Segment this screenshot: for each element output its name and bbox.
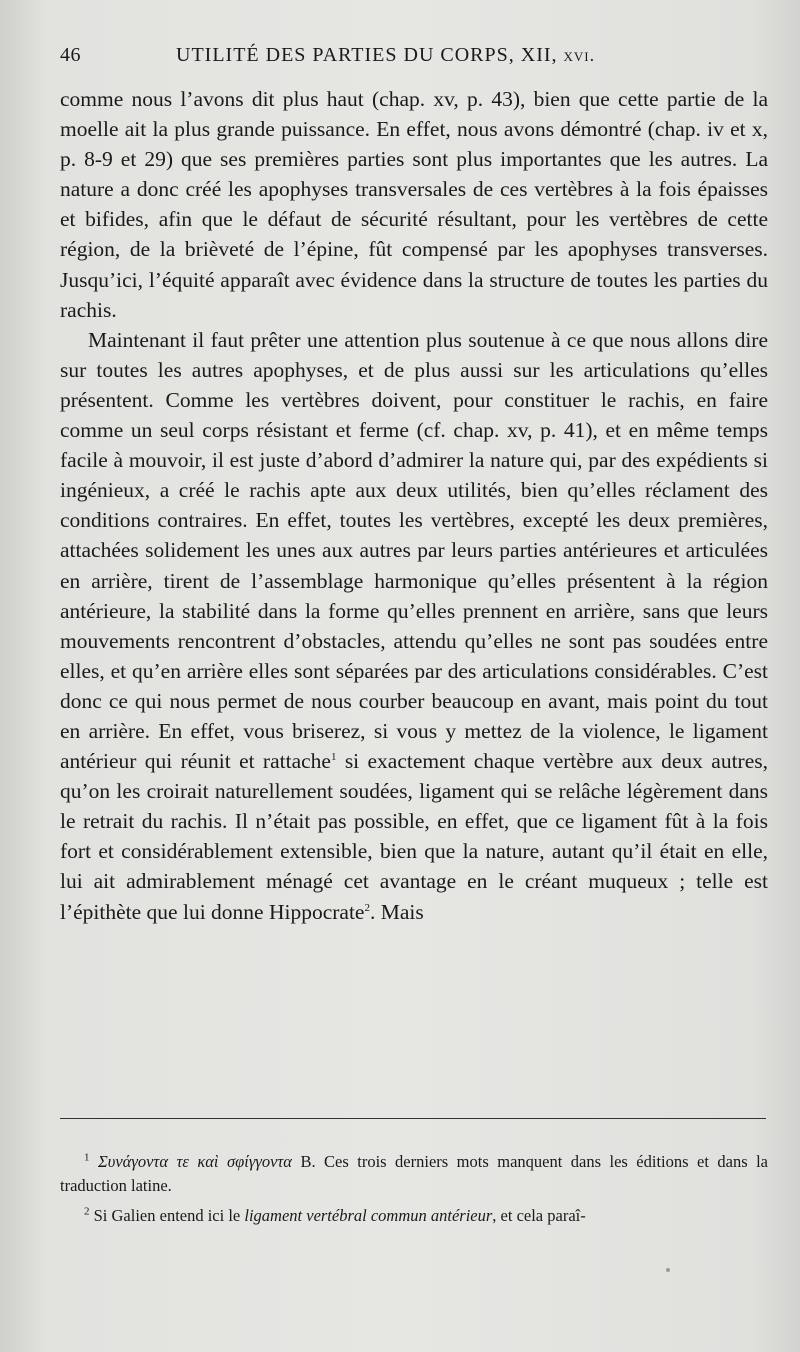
footnote-ref-2[interactable]: 2 — [364, 901, 370, 914]
footnote-2-text: , et cela paraî- — [492, 1206, 586, 1225]
page-number: 46 — [60, 44, 81, 66]
footnote-1-mark: 1 — [84, 1151, 90, 1164]
running-title-chapter: xvi. — [563, 45, 596, 65]
footnote-2-mark: 2 — [84, 1205, 90, 1218]
paragraph-1: comme nous l’avons dit plus haut (chap. xv, p. 43), bien que cette partie de la moelle ait la plus grande puissance. En effet, nous avons démontré (chap. iv et x, p. 8-9 et 29) que ses premières parties sont plus importantes que les autres. La nature a donc créé les apophyses transversales de ces vertèbres à la fois épaisses et bifides, afin que le défaut de sécurité résultant, pour les vertèbres de cette région, de la brièveté de l’épine, fût compensé par les apophyses transverses. Jusqu’ici, l’équité apparaît avec évidence dans la structure de toutes les parties du rachis. — [60, 87, 768, 322]
footnote-divider — [60, 1118, 766, 1119]
running-title — [176, 44, 595, 67]
paragraph-2-end: . Mais — [369, 899, 424, 924]
footnote-1 — [60, 1150, 768, 1198]
paragraph-2-continuation: si exactement chaque vertèbre aux deux autres, qu’on les croirait naturellement soudées, ligament qui se relâche légèrement dans le retrait du rachis. Il n’était pas possible, en effet, que ce ligament fût à la fois fort et considérablement extensible, bien que la nature, autant qu’il était en elle, lui ait admirablement ménagé cet avantage en le créant muqueux ; telle est l’épithète que lui donne Hippocrate — [60, 749, 768, 924]
running-title-main: UTILITÉ DES PARTIES DU CORPS, XII, — [176, 44, 564, 66]
footnote-2-lead: Si Galien entend ici le — [89, 1206, 245, 1225]
footnote-2-italic: ligament vertébral commun antérieur — [244, 1206, 493, 1225]
paragraph-2 — [60, 325, 768, 927]
paper-speck — [666, 1268, 670, 1272]
footnotes — [60, 1150, 768, 1234]
main-text — [60, 84, 768, 927]
footnote-ref-1[interactable]: 1 — [330, 750, 337, 763]
footnote-2 — [60, 1204, 768, 1228]
footnote-1-text: B. Ces trois derniers mots manquent dans les éditions et dans la traduction latine. — [60, 1152, 768, 1195]
paragraph-2-text: Maintenant il faut prêter une attention plus soutenue à ce que nous allons dire sur toutes les autres apophyses, et de plus aussi sur les articulations qu’elles présentent. Comme les vertèbres doivent, pour constituer le rachis, en faire comme un seul corps résistant et ferme (cf. chap. xv, p. 41), et en même temps facile à mouvoir, il est juste d’abord d’admirer la nature qui, par des expédients si ingénieux, a créé le rachis apte aux deux utilités, bien qu’elles réclament des conditions contraires. En effet, toutes les vertèbres, excepté les deux premières, attachées solidement les unes aux autres par leurs parties antérieures et articulées en arrière, tirent de l’assemblage harmonique qu’elles présentent à la région antérieure, la stabilité dans la forme qu’elles prennent en arrière, sans que leurs mouvements rencontrent d’obstacles, attendu qu’elles ne sont pas soudées entre elles, et qu’en arrière elles sont séparées par des articulations considérables. C’est donc ce qui nous permet de nous courber beaucoup en avant, mais point du tout en arrière. En effet, vous briserez, si vous y mettez de la violence, le ligament antérieur qui réunit et rattache — [60, 327, 768, 774]
page-header — [60, 44, 766, 74]
footnote-1-greek: Συνάγοντα τε καὶ σφίγγοντα — [97, 1152, 292, 1171]
